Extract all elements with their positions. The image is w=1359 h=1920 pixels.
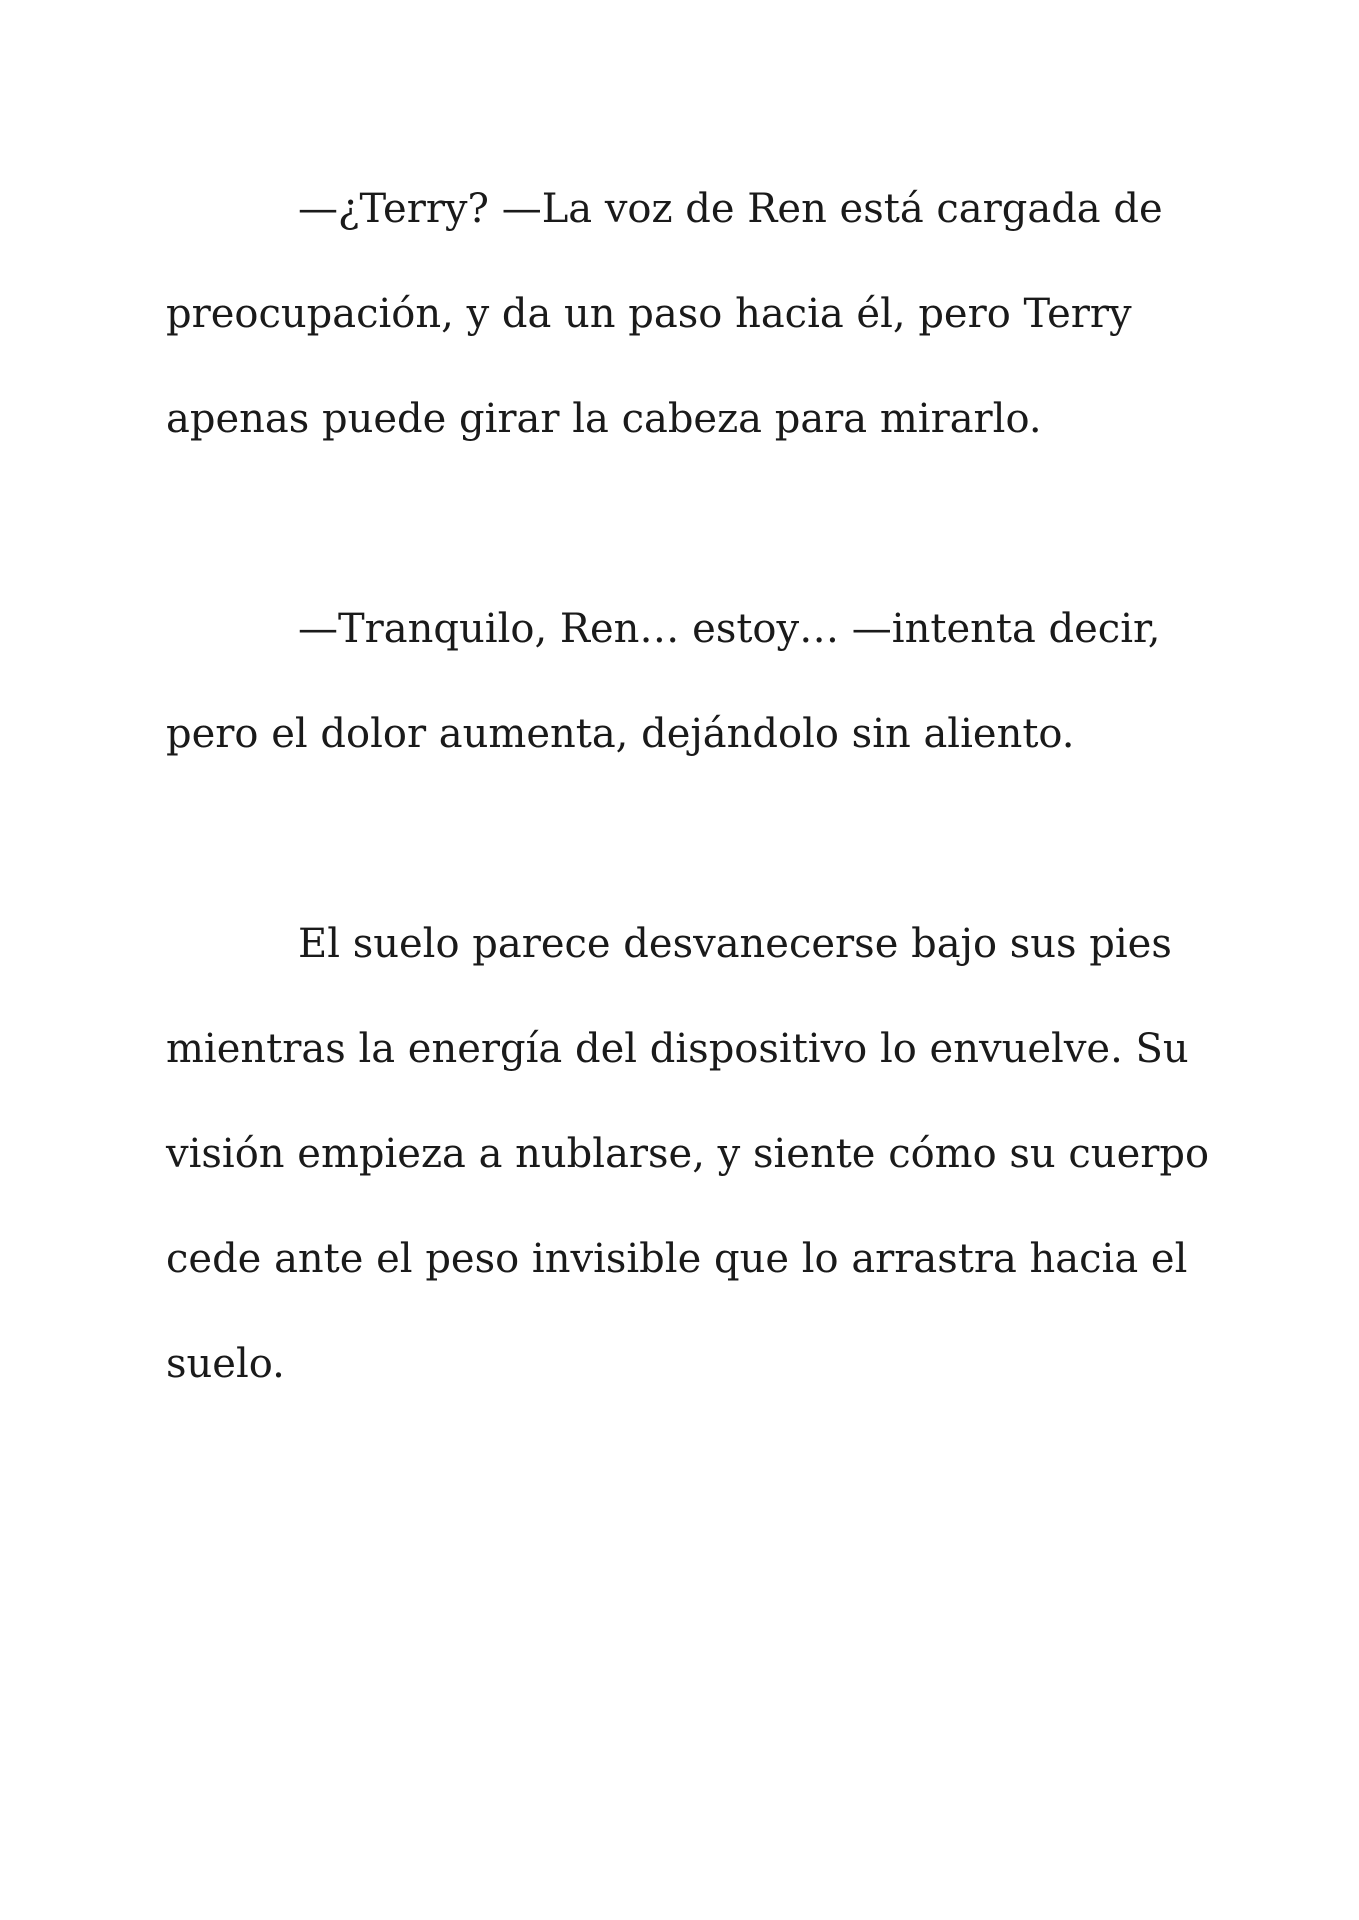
paragraph-line: cede ante el peso invisible que lo arrastra hacia el bbox=[166, 1236, 1188, 1282]
paragraph-line: suelo. bbox=[166, 1341, 285, 1387]
paragraph-line: —Tranquilo, Ren… estoy… —intenta decir, bbox=[298, 606, 1161, 652]
paragraph-spacer bbox=[166, 472, 1206, 577]
paragraph bbox=[166, 157, 1206, 472]
body-text bbox=[166, 157, 1210, 1417]
paragraph-line: preocupación, y da un paso hacia él, pero Terry bbox=[166, 291, 1132, 337]
paragraph bbox=[166, 892, 1210, 1417]
paragraph-line: visión empieza a nublarse, y siente cómo su cuerpo bbox=[166, 1131, 1210, 1177]
paragraph bbox=[166, 577, 1206, 787]
paragraph-line: pero el dolor aumenta, dejándolo sin aliento. bbox=[166, 711, 1075, 757]
paragraph-line: El suelo parece desvanecerse bajo sus pies bbox=[298, 921, 1172, 967]
paragraph-line: apenas puede girar la cabeza para mirarlo. bbox=[166, 396, 1042, 442]
paragraph-spacer bbox=[166, 787, 1206, 892]
paragraph-line: mientras la energía del dispositivo lo envuelve. Su bbox=[166, 1026, 1189, 1072]
paragraph-line: —¿Terry? —La voz de Ren está cargada de bbox=[298, 186, 1163, 232]
